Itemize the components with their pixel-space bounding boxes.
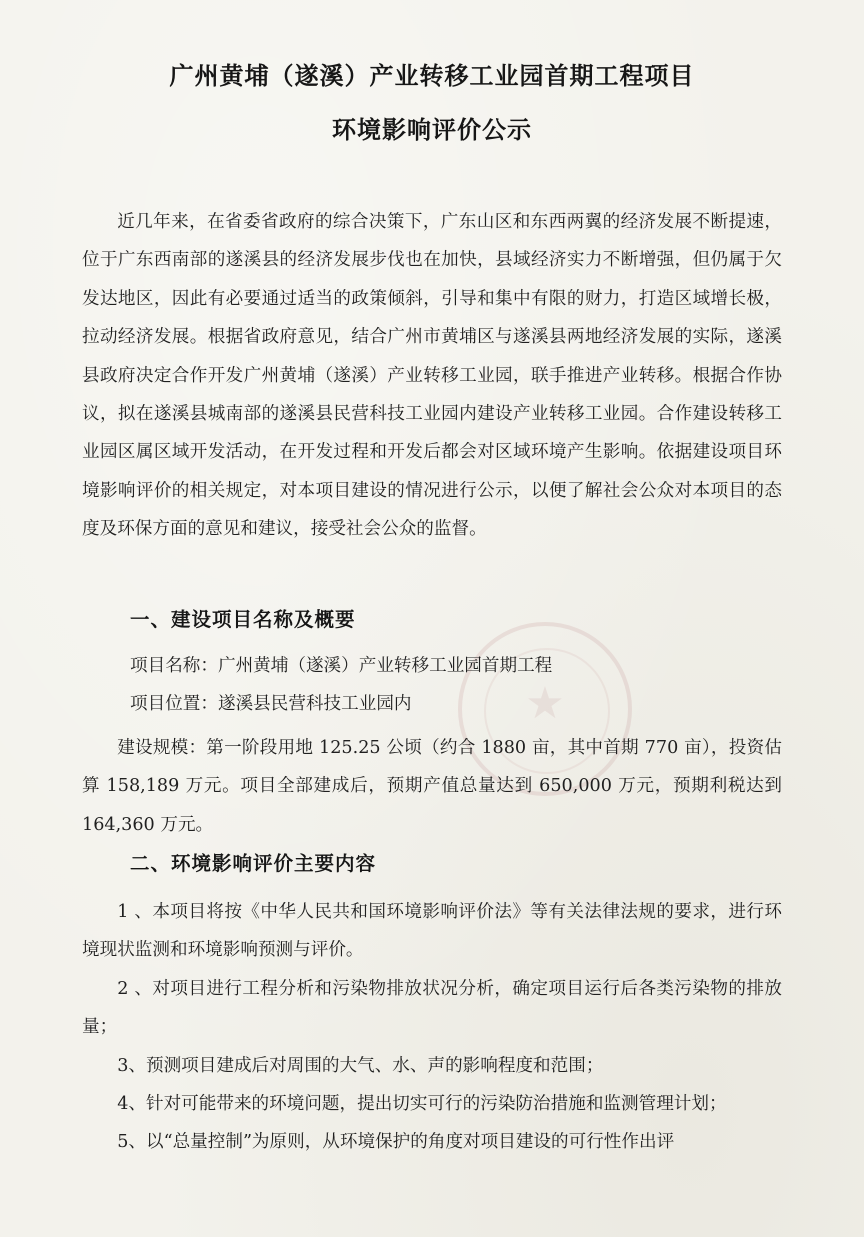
section2-items [82,893,782,1162]
construction-scale-section [82,729,782,844]
list-item: 3、预测项目建成后对周围的大气、水、声的影响程度和范围； [117,1055,604,1076]
section1-heading: 一、建设项目名称及概要 [130,608,356,631]
construction-scale-paragraph: 建设规模：第一阶段用地 125.25 公顷（约合 1880 亩，其中首期 770 亩），投资估算 158,189 万元。项目全部建成后，预期产值总量达到 650,000 万元，预期利税达到 164,360 万元。 [82,738,782,835]
document-title: 广州黄埔（遂溪）产业转移工业园首期工程项目 [169,62,695,90]
document-subtitle: 环境影响评价公示 [332,116,532,144]
list-item: 5、以“总量控制”为原则，从环境保护的角度对项目建设的可行性作出评 [117,1132,675,1153]
list-item: 1 、本项目将按《中华人民共和国环境影响评价法》等有关法律法规的要求，进行环境现状监测和环境影响预测与评价。 [82,902,782,961]
list-item: 2 、对项目进行工程分析和污染物排放状况分析，确定项目运行后各类污染物的排放量； [82,978,782,1038]
project-location-line: 项目位置：遂溪县民营科技工业园内 [130,694,412,714]
star-icon: ★ [525,678,565,729]
intro-section [82,203,782,549]
section2-heading: 二、环境影响评价主要内容 [130,852,377,875]
project-name-line: 项目名称：广州黄埔（遂溪）产业转移工业园首期工程 [130,656,553,676]
intro-paragraph: 近几年来，在省委省政府的综合决策下，广东山区和东西两翼的经济发展不断提速，位于广东西南部的遂溪县的经济发展步伐也在加快，县域经济实力不断增强，但仍属于欠发达地区，因此有必要通过适当的政策倾斜，引导和集中有限的财力，打造区域增长极，拉动经济发展。根据省政府意见，结合广州市黄埔区与遂溪县两地经济发展的实际，遂溪县政府决定合作开发广州黄埔（遂溪）产业转移工业园，联手推进产业转移。根据合作协议，拟在遂溪县城南部的遂溪县民营科技工业园内建设产业转移工业园。合作建设转移工业园区属区域开发活动，在开发过程和开发后都会对区域环境产生影响。依据建设项目环境影响评价的相关规定，对本项目建设的情况进行公示，以便了解社会公众对本项目的态度及环保方面的意见和建议，接受社会公众的监督。 [82,212,782,540]
list-item: 4、针对可能带来的环境问题，提出切实可行的污染防治措施和监测管理计划； [117,1094,727,1115]
